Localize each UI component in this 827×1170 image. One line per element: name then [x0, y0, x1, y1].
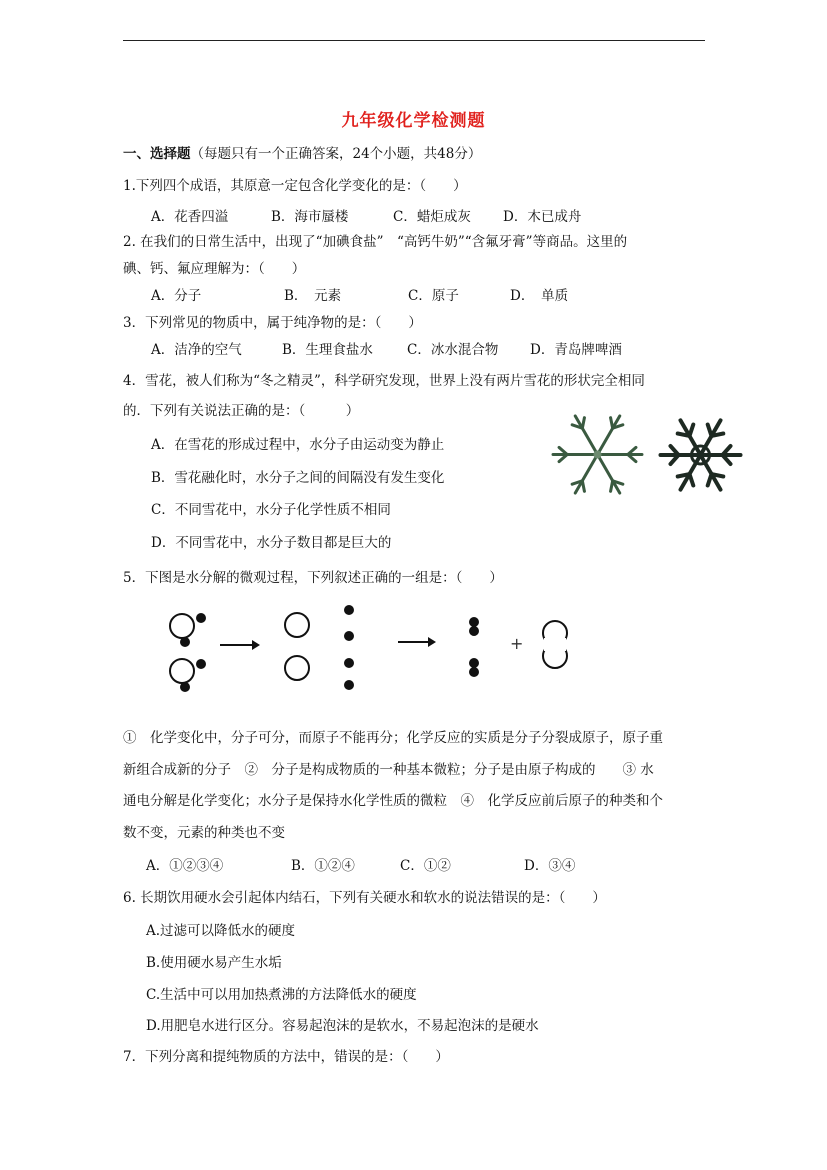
- q1-option-c: C．蜡炬成灰: [393, 209, 471, 225]
- header-rule: [123, 40, 705, 41]
- q5-option-b: B．①②④: [291, 858, 355, 874]
- q4-stem-line2: 的．下列有关说法正确的是：（ ）: [123, 403, 360, 419]
- q3-option-a: A．洁净的空气: [151, 342, 242, 358]
- q5-option-a: A．①②③④: [146, 858, 224, 874]
- q5-para-line4: 数不变，元素的种类也不变: [123, 825, 285, 841]
- oxygen-molecule: [543, 621, 567, 668]
- hydrogen-atom: [344, 605, 354, 615]
- q4-stem-line1: 4．雪花，被人们称为“冬之精灵”，科学研究发现，世界上没有两片雪花的形状完全相同: [123, 373, 645, 389]
- q2-option-a: A．分子: [151, 288, 202, 304]
- section-heading: 一、选择题: [123, 146, 191, 162]
- page-title: 九年级化学检测题: [341, 111, 486, 131]
- q3-option-d: D．青岛牌啤酒: [530, 342, 622, 358]
- q1-option-b: B．海市蜃楼: [271, 209, 349, 225]
- q1-option-d: D．木已成舟: [503, 209, 582, 225]
- q6-stem: 6. 长期饮用硬水会引起体内结石，下列有关硬水和软水的说法错误的是：（ ）: [123, 890, 606, 906]
- q1-option-a: A．花香四溢: [151, 209, 229, 225]
- q4-option-d: D．不同雪花中，水分子数目都是巨大的: [151, 535, 392, 551]
- q4-option-b: B．雪花融化时，水分子之间的间隔没有发生变化: [151, 470, 445, 486]
- hydrogen-atom: [344, 631, 354, 641]
- section-heading-line: [123, 144, 481, 164]
- water-molecule-1: [170, 613, 206, 647]
- q4-option-c: C．不同雪花中，水分子化学性质不相同: [151, 502, 391, 518]
- q6-option-c: C.生活中可以用加热煮沸的方法降低水的硬度: [146, 987, 417, 1003]
- oxygen-atom: [285, 613, 309, 637]
- q5-option-c: C．①②: [400, 858, 451, 874]
- q3-stem: 3．下列常见的物质中，属于纯净物的是：（ ）: [123, 315, 422, 331]
- q2-option-d: D． 单质: [510, 288, 569, 304]
- q5-para-line1: ① 化学变化中，分子可分，而原子不能再分；化学反应的实质是分子分裂成原子，原子重: [123, 730, 663, 746]
- q2-stem-line2: 碘、钙、氟应理解为：（ ）: [123, 261, 306, 277]
- hydrogen-atom: [344, 658, 354, 668]
- arrow-icon: [220, 640, 260, 650]
- hydrogen-atom: [344, 680, 354, 690]
- q7-stem: 7．下列分离和提纯物质的方法中，错误的是：（ ）: [123, 1049, 449, 1065]
- arrow-icon: [398, 637, 436, 647]
- q5-para-line3: 通电分解是化学变化；水分子是保持水化学性质的微粒 ④ 化学反应前后原子的种类和个: [123, 793, 663, 809]
- snowflake-image-1: [550, 412, 645, 497]
- q6-option-b: B.使用硬水易产生水垢: [146, 955, 282, 971]
- q2-stem-line1: 2. 在我们的日常生活中，出现了“加碘食盐” “高钙牛奶”“含氟牙膏”等商品。这里的: [123, 234, 628, 250]
- q4-option-a: A．在雪花的形成过程中，水分子由运动变为静止: [151, 437, 445, 453]
- q3-option-c: C．冰水混合物: [407, 342, 499, 358]
- q5-para-line2: 新组合成新的分子 ② 分子是构成物质的一种基本微粒；分子是由原子构成的 ③ 水: [123, 762, 654, 778]
- q6-option-d: D.用肥皂水进行区分。容易起泡沫的是软水，不易起泡沫的是硬水: [146, 1018, 539, 1034]
- q1-stem: 1.下列四个成语，其原意一定包含化学变化的是：（ ）: [123, 178, 467, 194]
- oxygen-atom: [285, 656, 309, 680]
- q2-option-c: C．原子: [408, 288, 459, 304]
- q5-option-d: D．③④: [524, 858, 576, 874]
- hydrogen-molecule: [469, 617, 479, 636]
- q5-stem: 5．下图是水分解的微观过程，下列叙述正确的一组是：（ ）: [123, 570, 503, 586]
- plus-sign: +: [510, 634, 524, 653]
- hydrogen-molecule: [469, 658, 479, 677]
- q3-option-b: B．生理食盐水: [282, 342, 373, 358]
- q2-option-b: B． 元素: [284, 288, 342, 304]
- snowflake-image-2: [658, 414, 743, 496]
- water-decomposition-diagram: [160, 598, 590, 700]
- q6-option-a: A.过滤可以降低水的硬度: [146, 923, 296, 939]
- section-note: （每题只有一个正确答案，24个小题，共48分）: [190, 146, 482, 162]
- water-molecule-2: [170, 659, 206, 692]
